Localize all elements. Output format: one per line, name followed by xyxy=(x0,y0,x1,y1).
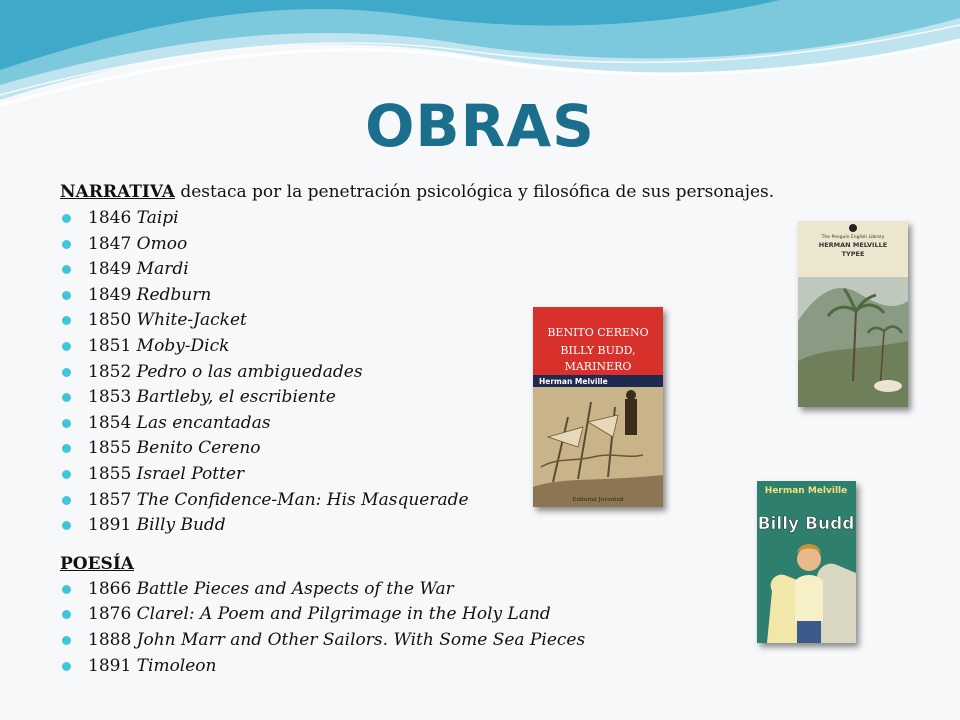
narrativa-item xyxy=(60,488,840,514)
narrativa-item-title: Redburn xyxy=(136,284,212,305)
benito-author: Herman Melville xyxy=(539,377,608,386)
poesia-item xyxy=(60,628,840,654)
bullet-icon xyxy=(62,610,71,619)
bullet-icon xyxy=(62,419,71,428)
benito-publisher: Editorial Juventud xyxy=(572,497,624,503)
bullet-icon xyxy=(62,636,71,645)
typee-author: HERMAN MELVILLE xyxy=(818,241,888,249)
bullet-icon xyxy=(62,470,71,479)
bullet-icon xyxy=(62,368,71,377)
billy-author: Herman Melville xyxy=(764,486,848,496)
slide-title: OBRAS xyxy=(365,92,595,160)
narrativa-item-year: 1849 xyxy=(88,259,132,280)
poesia-item-title: Battle Pieces and Aspects of the War xyxy=(136,578,454,599)
benito-line1: BENITO CERENO xyxy=(547,326,649,339)
narrativa-item-title: The Confidence-Man: His Masquerade xyxy=(136,489,469,510)
bullet-icon xyxy=(62,393,71,402)
bullet-icon xyxy=(62,662,71,671)
narrativa-item xyxy=(60,206,840,232)
benito-line2: BILLY BUDD, xyxy=(560,344,636,357)
narrativa-item-year: 1857 xyxy=(88,489,132,510)
narrativa-item xyxy=(60,334,840,360)
narrativa-item xyxy=(60,257,840,283)
poesia-item-title: Clarel: A Poem and Pilgrimage in the Holy Land xyxy=(136,604,551,625)
narrativa-item-title: Benito Cereno xyxy=(136,438,261,459)
typee-book-cover xyxy=(798,221,908,407)
typee-publisher: The Penguin English Library xyxy=(821,235,885,240)
billy-budd-book-cover xyxy=(757,481,856,643)
typee-title: TYPEE xyxy=(841,250,865,258)
narrativa-item-title: White-Jacket xyxy=(136,310,247,331)
narrativa-item-title: Moby-Dick xyxy=(136,335,230,356)
narrativa-item xyxy=(60,385,840,411)
narrativa-item-title: Israel Potter xyxy=(136,463,245,484)
benito-cereno-book-cover xyxy=(533,307,663,507)
narrativa-item-year: 1891 xyxy=(88,515,132,536)
poesia-item xyxy=(60,602,840,628)
narrativa-item-title: Taipi xyxy=(136,208,179,228)
poesia-list xyxy=(60,577,840,679)
narrativa-item-year: 1852 xyxy=(88,361,132,382)
narrativa-description: destaca por la penetración psicológica y filosófica de sus personajes. xyxy=(174,182,775,202)
narrativa-item-title: Pedro o las ambiguedades xyxy=(136,361,363,382)
bullet-icon xyxy=(62,342,71,351)
narrativa-item xyxy=(60,283,840,309)
poesia-item-year: 1891 xyxy=(88,655,132,676)
narrativa-item-title: Billy Budd xyxy=(136,515,226,536)
poesia-label: POESÍA xyxy=(60,553,134,574)
narrativa-item-year: 1855 xyxy=(88,463,132,484)
narrativa-item-year: 1855 xyxy=(88,438,132,459)
narrativa-item xyxy=(60,411,840,437)
bullet-icon xyxy=(62,291,71,300)
narrativa-item xyxy=(60,232,840,258)
poesia-item xyxy=(60,577,840,603)
bullet-icon xyxy=(62,316,71,325)
narrativa-item-year: 1849 xyxy=(88,284,132,305)
poesia-heading xyxy=(60,551,840,577)
narrativa-item xyxy=(60,308,840,334)
benito-line3: MARINERO xyxy=(564,360,632,373)
narrativa-label: NARRATIVA xyxy=(60,182,175,202)
narrativa-item xyxy=(60,436,840,462)
narrativa-item-year: 1846 xyxy=(88,208,132,228)
poesia-item xyxy=(60,654,840,680)
bullet-icon xyxy=(62,265,71,274)
narrativa-item-year: 1850 xyxy=(88,310,132,331)
poesia-item-year: 1888 xyxy=(88,629,132,650)
narrativa-item xyxy=(60,462,840,488)
bullet-icon xyxy=(62,585,71,594)
narrativa-item-title: Omoo xyxy=(136,233,188,254)
poesia-item-year: 1866 xyxy=(88,578,132,599)
narrativa-item-year: 1851 xyxy=(88,335,132,356)
narrativa-list xyxy=(60,206,840,539)
bullet-icon xyxy=(62,521,71,530)
billy-title: Billy Budd xyxy=(757,514,855,534)
bullet-icon xyxy=(62,444,71,453)
narrativa-item xyxy=(60,513,840,539)
narrativa-intro xyxy=(60,180,840,204)
narrativa-item-year: 1854 xyxy=(88,412,132,433)
bullet-icon xyxy=(62,214,71,223)
poesia-item-title: John Marr and Other Sailors. With Some Sea Pieces xyxy=(136,629,586,650)
bullet-icon xyxy=(62,496,71,505)
narrativa-item-year: 1853 xyxy=(88,387,132,408)
bullet-icon xyxy=(62,240,71,249)
narrativa-item-title: Bartleby, el escribiente xyxy=(136,387,336,408)
poesia-item-title: Timoleon xyxy=(136,655,217,676)
narrativa-item xyxy=(60,360,840,386)
poesia-item-year: 1876 xyxy=(88,604,132,625)
narrativa-item-year: 1847 xyxy=(88,233,132,254)
content xyxy=(60,180,840,679)
narrativa-item-title: Las encantadas xyxy=(136,412,271,433)
narrativa-item-title: Mardi xyxy=(136,259,189,280)
